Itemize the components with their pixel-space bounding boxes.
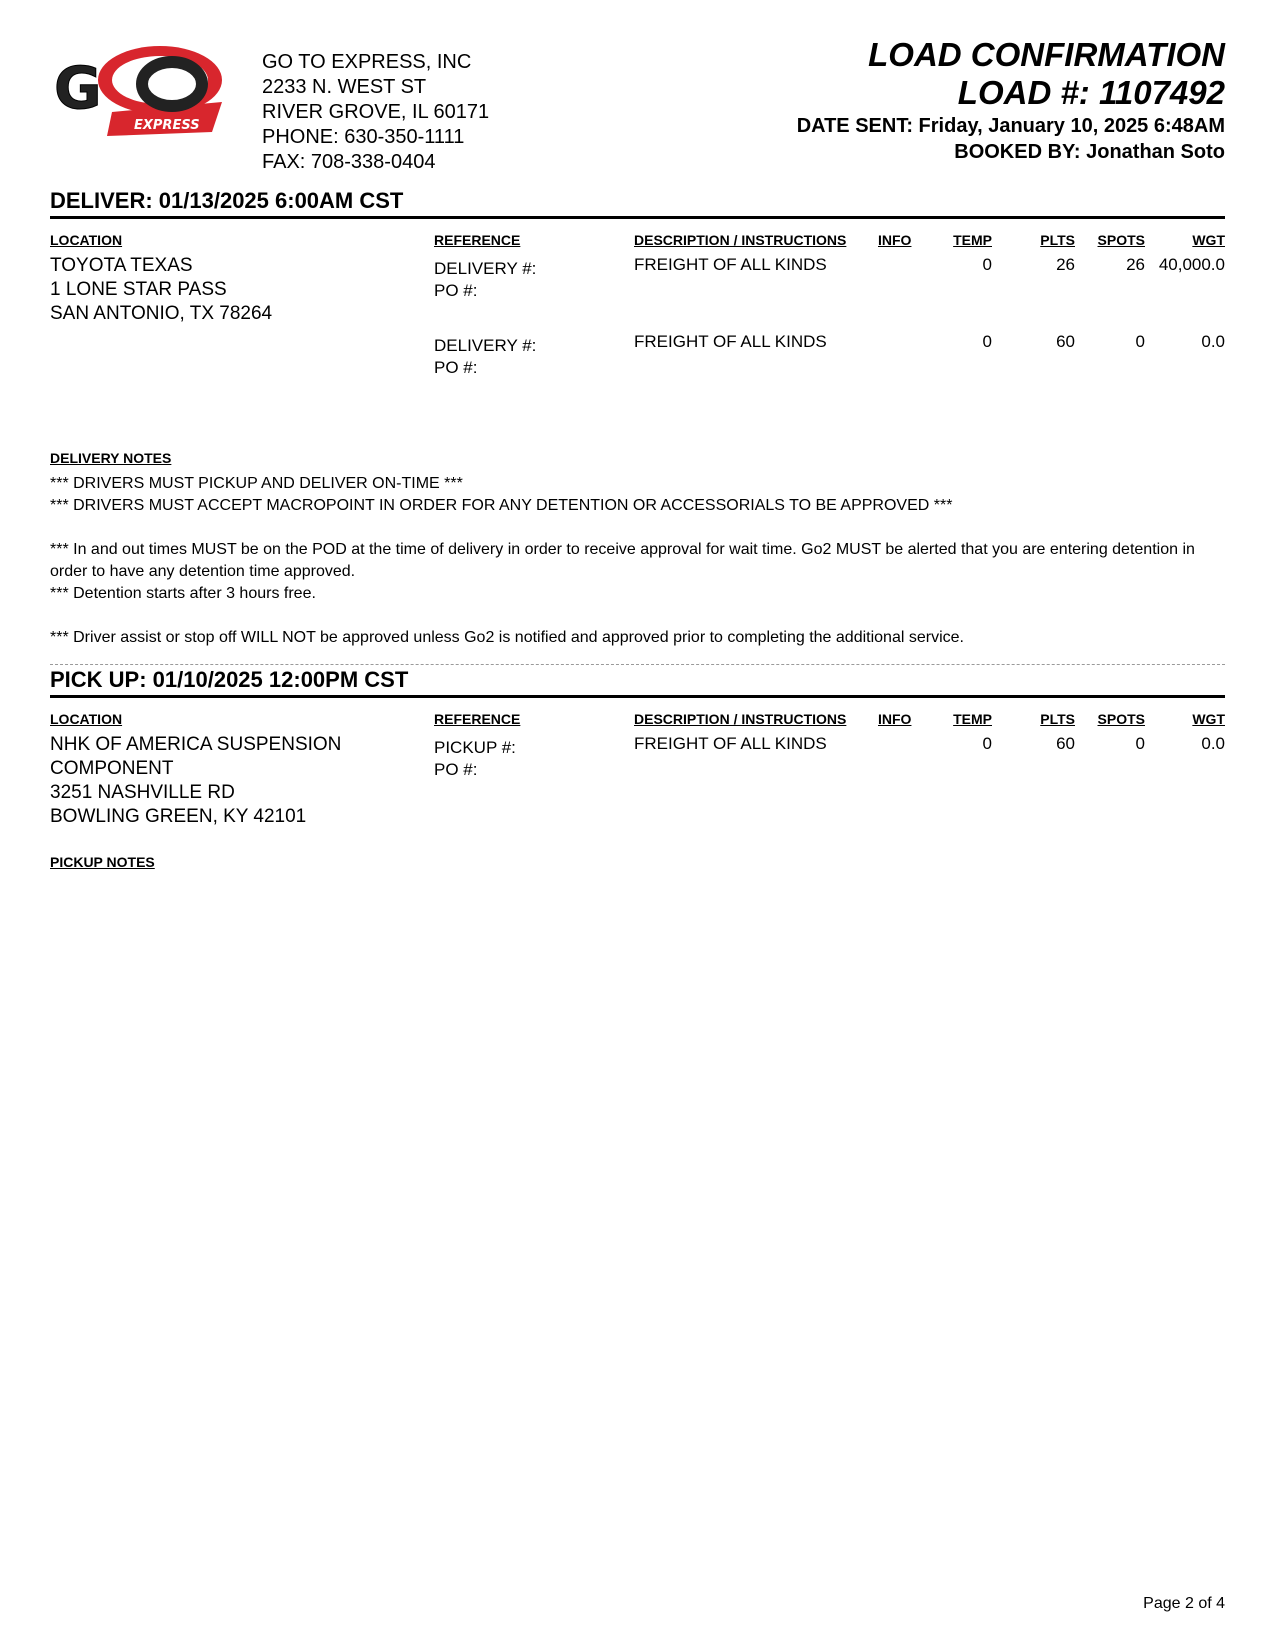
pickup-column-headers bbox=[50, 711, 1225, 733]
location-line: SAN ANTONIO, TX 78264 bbox=[50, 303, 273, 324]
company-fax: FAX: 708-338-0404 bbox=[262, 151, 436, 173]
col-reference: REFERENCE bbox=[434, 711, 521, 727]
table-row-reference bbox=[434, 737, 516, 781]
col-description: DESCRIPTION / INSTRUCTIONS bbox=[634, 711, 847, 727]
pickup-section bbox=[50, 667, 1225, 843]
pickup-rows bbox=[50, 733, 1225, 843]
company-street: 2233 N. WEST ST bbox=[262, 76, 427, 98]
table-row-temp: 0 bbox=[982, 255, 992, 274]
col-description: DESCRIPTION / INSTRUCTIONS bbox=[634, 232, 847, 248]
table-row-spots: 26 bbox=[1126, 255, 1145, 274]
col-info: INFO bbox=[878, 232, 912, 248]
company-phone: PHONE: 630-350-1111 bbox=[262, 126, 465, 148]
deliver-section bbox=[50, 188, 1225, 414]
delivery-number-label: DELIVERY #: bbox=[434, 336, 537, 355]
location-line: BOWLING GREEN, KY 42101 bbox=[50, 806, 307, 827]
location-line: 3251 NASHVILLE RD bbox=[50, 782, 235, 803]
table-row-spots: 0 bbox=[1135, 734, 1145, 753]
table-row-wgt: 40,000.0 bbox=[1158, 255, 1225, 274]
deliver-rows bbox=[50, 254, 1225, 414]
note-line: *** Driver assist or stop off WILL NOT be approved unless Go2 is notified and approved prior to completing the additional service. bbox=[50, 629, 964, 646]
svg-text:G: G bbox=[54, 54, 102, 122]
col-location: LOCATION bbox=[50, 232, 123, 248]
pickup-notes-title: PICKUP NOTES bbox=[50, 854, 155, 870]
table-row-wgt: 0.0 bbox=[1201, 332, 1225, 351]
date-sent: DATE SENT: Friday, January 10, 2025 6:48AM bbox=[796, 115, 1225, 137]
col-location: LOCATION bbox=[50, 711, 123, 727]
svg-text:EXPRESS: EXPRESS bbox=[134, 118, 200, 133]
col-reference: REFERENCE bbox=[434, 232, 521, 248]
location-line: 1 LONE STAR PASS bbox=[50, 279, 227, 300]
table-row-description: FREIGHT OF ALL KINDS bbox=[634, 332, 827, 351]
title-block bbox=[797, 36, 1225, 164]
pickup-location bbox=[50, 733, 341, 829]
table-row-plts: 60 bbox=[1056, 332, 1075, 351]
col-plts: PLTS bbox=[1040, 232, 1075, 248]
table-row-description: FREIGHT OF ALL KINDS bbox=[634, 255, 827, 274]
table-row-spots: 0 bbox=[1135, 332, 1145, 351]
document-title: LOAD CONFIRMATION bbox=[868, 36, 1225, 73]
table-row-reference bbox=[434, 258, 536, 302]
note-line: *** DRIVERS MUST ACCEPT MACROPOINT IN ORDER FOR ANY DETENTION OR ACCESSORIALS TO BE APPROVED *** bbox=[50, 497, 953, 514]
delivery-notes bbox=[50, 473, 1225, 649]
section-divider bbox=[50, 664, 1225, 665]
page-number: Page 2 of 4 bbox=[1143, 1595, 1225, 1612]
company-city: RIVER GROVE, IL 60171 bbox=[262, 101, 490, 123]
deliver-location bbox=[50, 254, 272, 326]
note-line: *** DRIVERS MUST PICKUP AND DELIVER ON-TIME *** bbox=[50, 475, 463, 492]
load-number: LOAD #: 1107492 bbox=[957, 74, 1225, 111]
location-line: COMPONENT bbox=[50, 758, 174, 779]
table-row-temp: 0 bbox=[982, 332, 992, 351]
deliver-heading: DELIVER: 01/13/2025 6:00AM CST bbox=[50, 188, 1225, 219]
col-temp: TEMP bbox=[953, 711, 992, 727]
col-wgt: WGT bbox=[1192, 232, 1225, 248]
col-temp: TEMP bbox=[953, 232, 992, 248]
po-number-label: PO #: bbox=[434, 281, 478, 300]
col-spots: SPOTS bbox=[1097, 711, 1145, 727]
go2-express-logo bbox=[52, 40, 237, 140]
location-line: NHK OF AMERICA SUSPENSION bbox=[50, 734, 342, 755]
table-row-temp: 0 bbox=[982, 734, 992, 753]
po-number-label: PO #: bbox=[434, 358, 478, 377]
table-row-description: FREIGHT OF ALL KINDS bbox=[634, 734, 827, 753]
table-row-reference bbox=[434, 335, 536, 379]
company-address-block bbox=[262, 50, 489, 175]
company-name: GO TO EXPRESS, INC bbox=[262, 51, 472, 73]
col-wgt: WGT bbox=[1192, 711, 1225, 727]
delivery-notes-title: DELIVERY NOTES bbox=[50, 450, 172, 466]
po-number-label: PO #: bbox=[434, 760, 478, 779]
delivery-number-label: DELIVERY #: bbox=[434, 259, 537, 278]
booked-by: BOOKED BY: Jonathan Soto bbox=[954, 141, 1225, 163]
table-row-plts: 60 bbox=[1056, 734, 1075, 753]
pickup-number-label: PICKUP #: bbox=[434, 738, 516, 757]
col-info: INFO bbox=[878, 711, 912, 727]
note-line: *** In and out times MUST be on the POD at the time of delivery in order to receive approval for wait time. Go2 MUST be alerted that you are entering detention in order to have any detention time approved. bbox=[50, 541, 1195, 580]
location-line: TOYOTA TEXAS bbox=[50, 255, 193, 276]
deliver-column-headers bbox=[50, 232, 1225, 254]
note-line: *** Detention starts after 3 hours free. bbox=[50, 585, 316, 602]
col-plts: PLTS bbox=[1040, 711, 1075, 727]
col-spots: SPOTS bbox=[1097, 232, 1145, 248]
table-row-plts: 26 bbox=[1056, 255, 1075, 274]
pickup-heading: PICK UP: 01/10/2025 12:00PM CST bbox=[50, 667, 1225, 698]
table-row-wgt: 0.0 bbox=[1201, 734, 1225, 753]
